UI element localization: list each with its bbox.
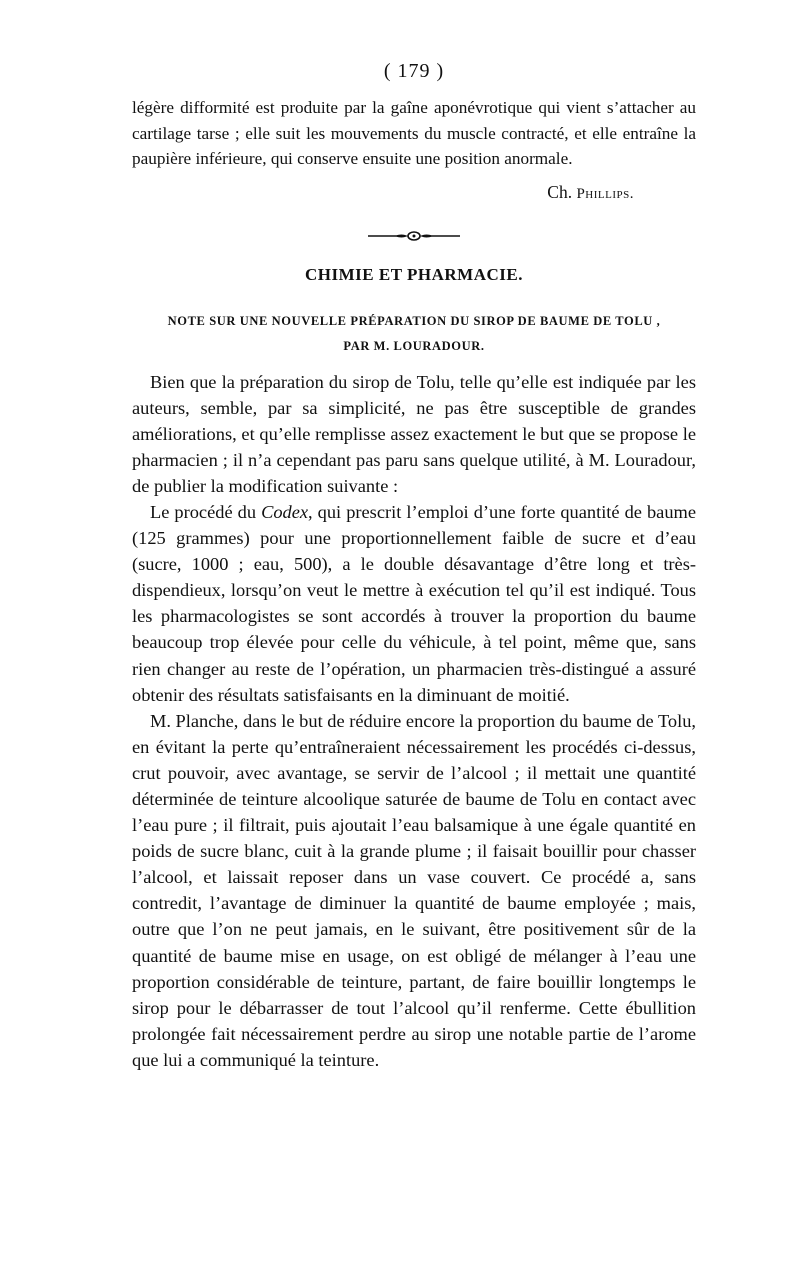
signature-prefix: Ch. xyxy=(547,181,577,202)
emphasis-codex: Codex xyxy=(261,501,309,522)
article-author-line: PAR M. LOURADOUR. xyxy=(343,338,485,353)
ornament-svg xyxy=(366,230,462,242)
paragraph-text: , qui prescrit l’emploi d’une forte quantité de baume (125 grammes) pour une proportionnellement faible de sucre et d’eau (sucre, 1000 ; eau, 500), a le double désavantage d’être long et très-dispendieux, lorsqu’on veut le mettre à exécution tel qu’il est indiqué. Tous les pharmacologistes se sont accordés à trouver la proportion du baume beaucoup trop élevée pour celle du véhicule, à tel point, même que, sans rien changer au reste de l’opération, un pharmacien très-distingué a assuré obtenir des résultats satisfaisants en la diminuant de moitié. xyxy=(132,501,696,705)
paragraph: Bien que la préparation du sirop de Tolu, telle qu’elle est indiquée par les auteurs, semble, par sa simplicité, ne pas être susceptible de grandes améliorations, et qu’elle remplisse assez exactement le but que se propose le pharmacien ; il n’a cependant pas paru sans quelque utilité, à M. Louradour, de publier la modification suivante : xyxy=(132,371,696,496)
decorative-rule-icon xyxy=(132,229,696,243)
article-body xyxy=(132,369,696,1074)
article-title xyxy=(132,309,696,359)
page-number: ( 179 ) xyxy=(383,60,445,82)
article-title-line: NOTE SUR UNE NOUVELLE PRÉPARATION DU SIROP DE BAUME DE TOLU , xyxy=(167,313,661,328)
section-title: CHIMIE ET PHARMACIE. xyxy=(305,264,523,284)
author-signature xyxy=(132,182,634,203)
signature-name: Phillips. xyxy=(576,185,634,202)
intro-paragraph: légère difformité est produite par la gaîne aponévrotique qui vient s’attacher au cartilage tarse ; elle suit les mouvements du muscle contracté, et elle entraîne la paupière inférieure, qui conserve ensuite une position anormale. xyxy=(132,98,696,168)
paragraph-text: Le procédé du xyxy=(150,501,262,522)
paragraph xyxy=(132,499,696,708)
paragraph: M. Planche, dans le but de réduire encore la proportion du baume de Tolu, en évitant la perte qu’entraîneraient nécessairement les procédés ci-dessus, crut pouvoir, avec avantage, se servir de l’alcool ; il mettait une quantité déterminée de teinture alcoolique saturée de baume de Tolu en contact avec l’eau pure ; il filtrait, puis ajoutait l’eau balsamique à une égale quantité en poids de sucre blanc, cuit à la grande plume ; il faisait bouillir pour chasser l’alcool, et laissait reposer dans un vase couvert. Ce procédé a, sans contredit, l’avantage de diminuer la quantité de baume employée ; mais, outre que l’on ne peut jamais, en le suivant, être positivement sûr de la quantité de baume mise en usage, on est obligé de mélanger à l’eau une proportion considérable de teinture, partant, de faire bouillir longtemps le sirop pour le débarrasser de tout l’alcool qu’il renferme. Cette ébullition prolongée fait nécessairement perdre au sirop une notable partie de l’arome que lui a communiqué la teinture. xyxy=(132,710,696,1070)
